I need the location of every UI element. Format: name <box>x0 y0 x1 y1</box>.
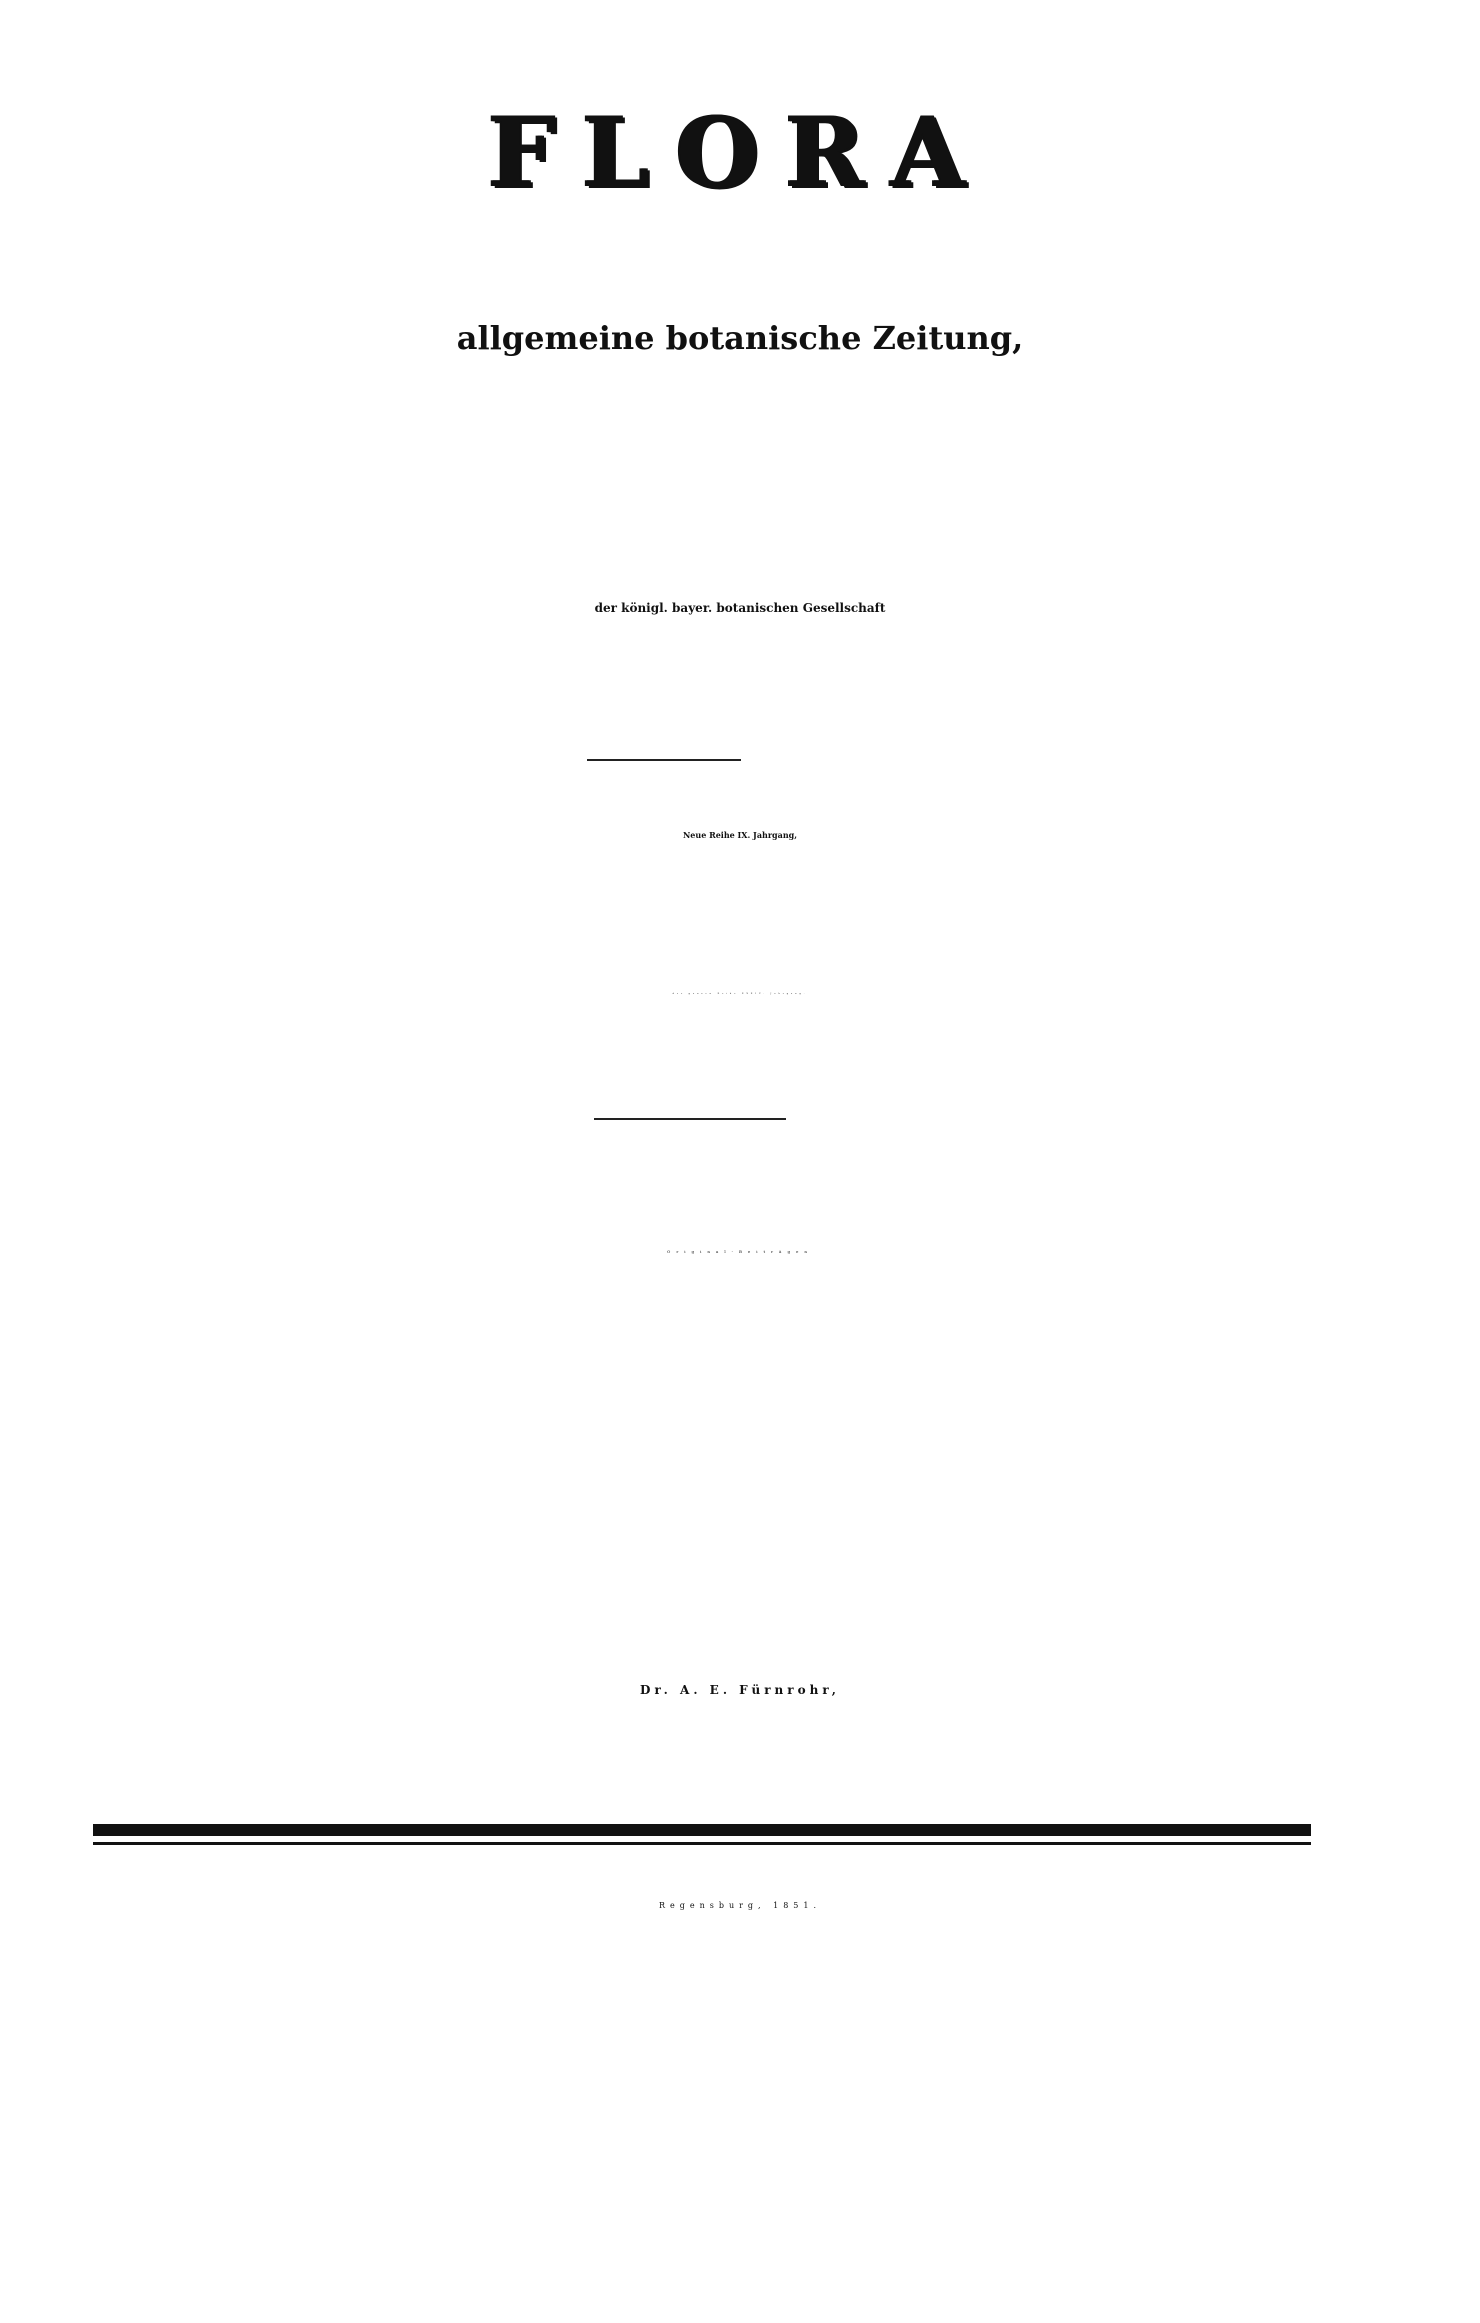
contributions-label: Original-Beiträgen <box>667 1249 813 1254</box>
edited-by-label <box>0 1622 1480 1656</box>
series-volume: Neue Reihe IX. Jahrgang, <box>682 830 798 840</box>
agents-line <box>0 2115 1480 2149</box>
divider-rule <box>594 1118 786 1120</box>
contributors-line <box>0 1370 1480 1404</box>
heavy-rule <box>93 1824 1311 1836</box>
journal-subtitle: allgemeine botanische Zeitung, <box>456 319 1024 357</box>
journal-title: FLORA <box>488 96 992 209</box>
series-connector <box>0 890 1480 928</box>
editor-name: Dr. A. E. Fürnrohr, <box>640 1683 840 1697</box>
by-label <box>0 502 1480 540</box>
imprint-publisher <box>0 1946 1480 1994</box>
published-by-label <box>0 425 1480 467</box>
thin-rule <box>93 1842 1311 1845</box>
editor-affiliation-line <box>0 1752 1480 1780</box>
edited-label <box>0 1563 1480 1611</box>
imprint-city-year: Regensburg, 1851. <box>658 1901 822 1910</box>
contributors-line <box>0 1336 1480 1370</box>
society-place <box>0 655 1480 705</box>
contributors-line <box>0 1404 1480 1438</box>
divider-rule <box>587 759 741 761</box>
contributions-by-label <box>0 1290 1480 1328</box>
subtitle-connector <box>0 228 1480 268</box>
ornament-divider <box>0 1487 1480 1527</box>
agents-line <box>0 2081 1480 2115</box>
whole-series-volume: der ganzen Reihe XXXIV. Jahrgang. <box>672 993 808 995</box>
agents-line <box>0 2047 1480 2081</box>
society-name: der königl. bayer. botanischen Gesellschaft <box>594 601 886 615</box>
issue-numbers <box>0 1025 1480 1063</box>
with-label <box>0 1163 1480 1209</box>
